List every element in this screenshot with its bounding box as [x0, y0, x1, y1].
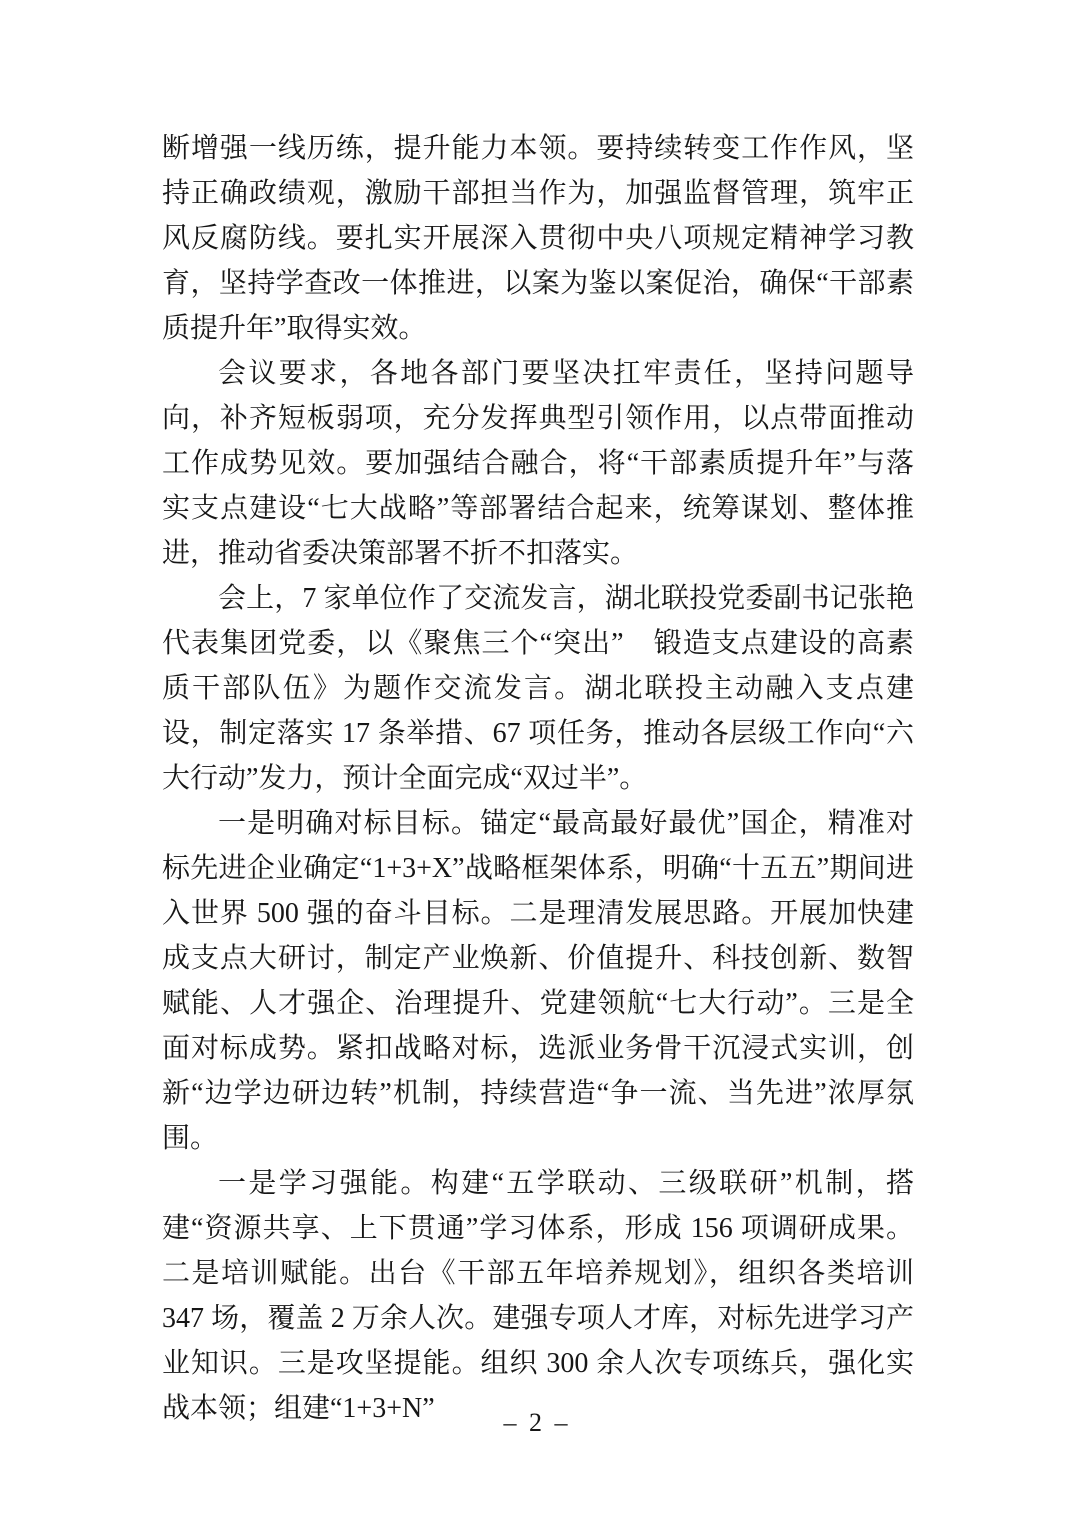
page-footer [0, 1406, 1074, 1440]
body-paragraph: 会上，7 家单位作了交流发言，湖北联投党委副书记张艳代表集团党委，以《聚焦三个“突出” 锻造支点建设的高素质干部队伍》为题作交流发言。湖北联投主动融入支点建设，制定落实 17 条举措、67 项任务，推动各层级工作向“六大行动”发力，预计全面完成“双过半”。 [162, 583, 914, 794]
page-number: – 2 – [503, 1408, 571, 1437]
body-paragraph: 一是明确对标目标。锚定“最高最好最优”国企，精准对标先进企业确定“1+3+X”战略框架体系，明确“十五五”期间进入世界 500 强的奋斗目标。二是理清发展思路。开展加快建成支点大研讨，制定产业焕新、价值提升、科技创新、数智赋能、人才强企、治理提升、党建领航“七大行动”。三是全面对标成势。紧扣战略对标，选派业务骨干沉浸式实训，创新“边学边研边转”机制，持续营造“争一流、当先进”浓厚氛围。 [162, 808, 914, 1154]
body-paragraph: 断增强一线历练，提升能力本领。要持续转变工作作风，坚持正确政绩观，激励干部担当作为，加强监督管理，筑牢正风反腐防线。要扎实开展深入贯彻中央八项规定精神学习教育，坚持学查改一体推进，以案为鉴以案促治，确保“干部素质提升年”取得实效。 [162, 133, 914, 344]
document-body [162, 126, 914, 1431]
body-paragraph: 会议要求，各地各部门要坚决扛牢责任，坚持问题导向，补齐短板弱项，充分发挥典型引领作用，以点带面推动工作成势见效。要加强结合融合，将“干部素质提升年”与落实支点建设“七大战略”等部署结合起来，统筹谋划、整体推进，推动省委决策部署不折不扣落实。 [162, 358, 914, 569]
body-paragraph: 一是学习强能。构建“五学联动、三级联研”机制，搭建“资源共享、上下贯通”学习体系，形成 156 项调研成果。二是培训赋能。出台《干部五年培养规划》，组织各类培训 347 场，覆盖 2 万余人次。建强专项人才库，对标先进学习产业知识。三是攻坚提能。组织 300 余人次专项练兵，强化实战本领；组建“1+3+N” [162, 1168, 914, 1424]
